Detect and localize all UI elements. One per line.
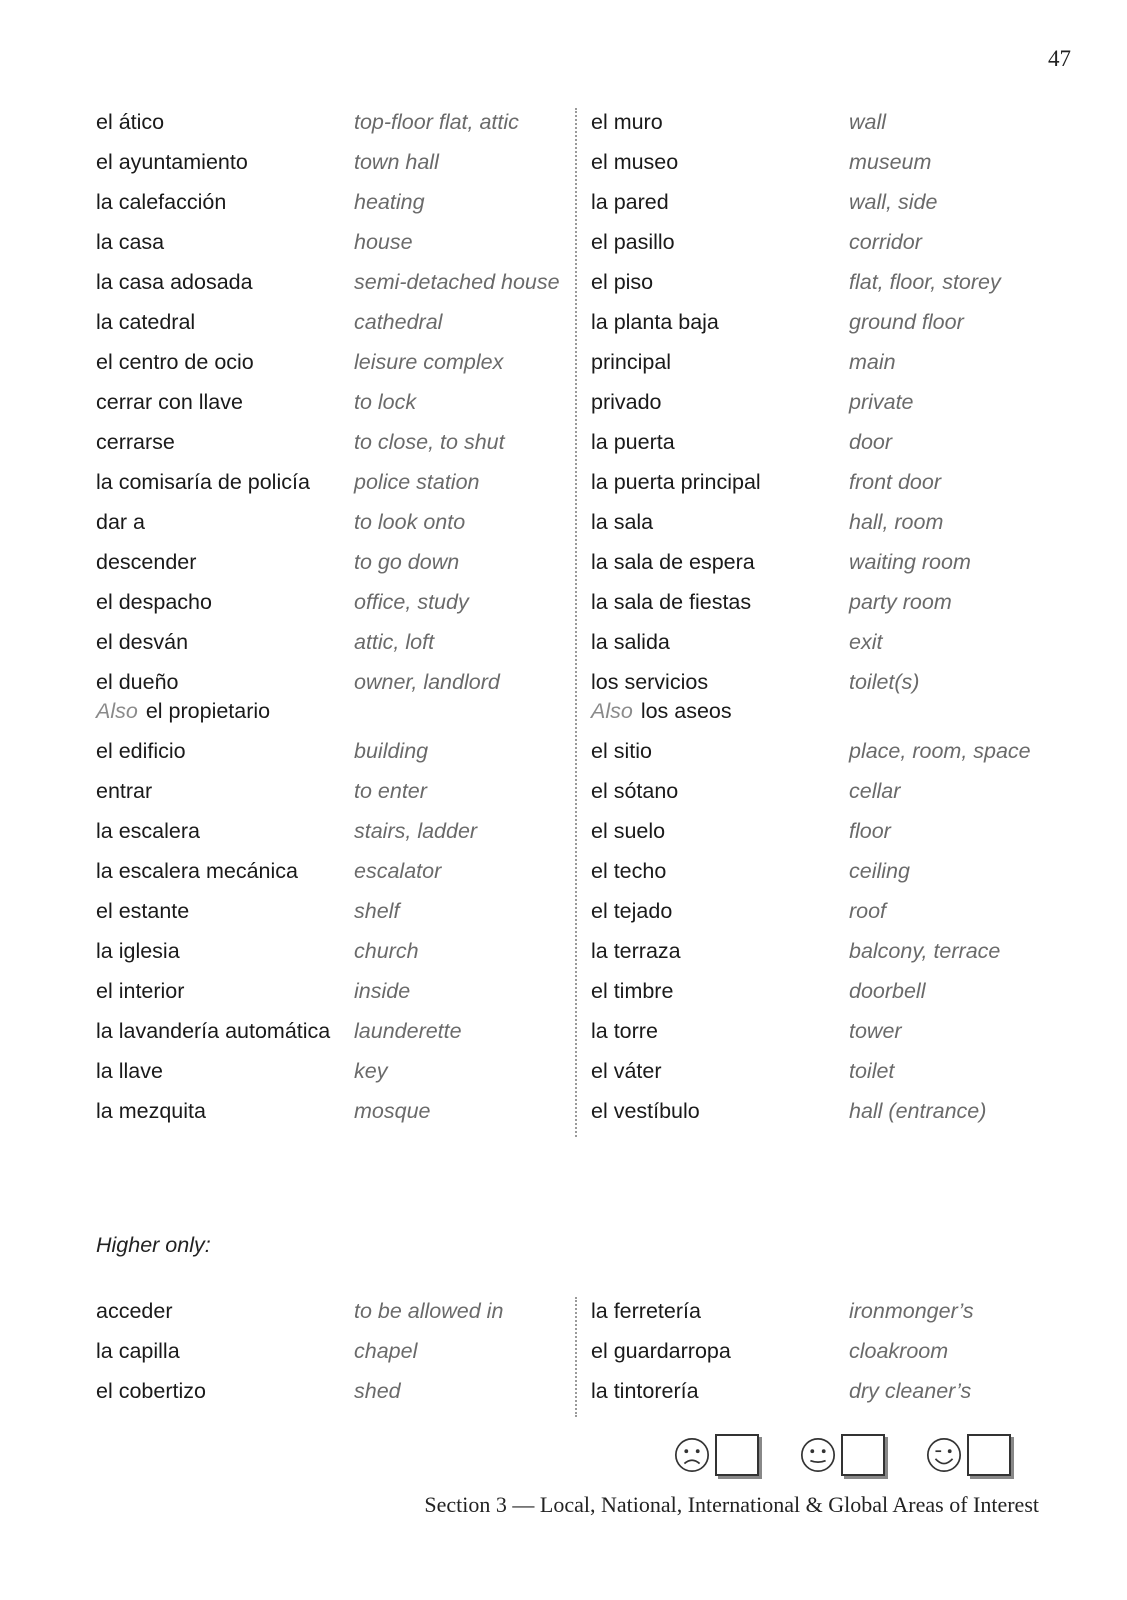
- spanish-term: [96, 977, 354, 1006]
- english-translation: shelf: [354, 899, 400, 923]
- spanish-term-text: la tintorería: [590, 1379, 699, 1403]
- spanish-term: [591, 1017, 849, 1046]
- spanish-term: [96, 508, 354, 537]
- alternative-term-text: los aseos: [640, 699, 732, 723]
- self-rating: [673, 1434, 1011, 1476]
- vocab-entry: [591, 1337, 1056, 1366]
- spanish-term: [591, 468, 849, 497]
- spanish-term: [96, 548, 354, 577]
- spanish-term: [591, 817, 849, 846]
- spanish-term: [591, 977, 849, 1006]
- vocab-entry: [96, 1097, 575, 1126]
- vocab-entry: [96, 508, 575, 537]
- spanish-term-text: los servicios: [590, 670, 709, 694]
- spanish-term: [96, 388, 354, 417]
- vocab-entry: [96, 737, 575, 766]
- spanish-term-text: cerrarse: [96, 430, 175, 454]
- spanish-term-text: la salida: [590, 630, 670, 654]
- english-translation: shed: [354, 1379, 401, 1403]
- spanish-term-text: el estante: [96, 899, 190, 923]
- english-translation: wall, side: [848, 190, 938, 214]
- spanish-term: [591, 1337, 849, 1366]
- vocab-entry: [96, 977, 575, 1006]
- english-translation: hall (entrance): [848, 1099, 987, 1123]
- spanish-term-text: la comisaría de policía: [96, 470, 310, 494]
- spanish-term-text: el sótano: [590, 779, 679, 803]
- spanish-term-text: la planta baja: [590, 310, 719, 334]
- spanish-term-text: el centro de ocio: [96, 350, 254, 374]
- spanish-term: [591, 1377, 849, 1406]
- english-translation: place, room, space: [848, 739, 1031, 763]
- spanish-term: [591, 228, 849, 257]
- vocab-entry: [96, 817, 575, 846]
- english-translation: balcony, terrace: [848, 939, 1001, 963]
- spanish-term-text: la ferretería: [590, 1299, 701, 1323]
- english-translation: town hall: [354, 150, 439, 174]
- vocab-entry: [96, 1057, 575, 1086]
- spanish-term: [96, 668, 354, 726]
- vocab-entry: [591, 508, 1056, 537]
- spanish-term-text: el ático: [96, 110, 165, 134]
- english-translation: house: [354, 230, 413, 254]
- also-label: Also: [96, 699, 138, 723]
- spanish-term: [96, 1097, 354, 1126]
- higher-only-label: Higher only:: [96, 1233, 211, 1257]
- vocab-entry: [591, 1017, 1056, 1046]
- english-translation: door: [848, 430, 893, 454]
- vocab-entry: [591, 777, 1056, 806]
- higher-column-left: [96, 1297, 577, 1417]
- vocab-entry: [96, 588, 575, 617]
- spanish-term-text: la iglesia: [96, 939, 180, 963]
- vocab-entry: [96, 468, 575, 497]
- spanish-term: [591, 668, 849, 726]
- vocab-entry: [591, 188, 1056, 217]
- spanish-term-text: principal: [590, 350, 672, 374]
- alternative-term-text: el propietario: [145, 699, 271, 723]
- vocab-entry: [96, 628, 575, 657]
- spanish-term: [591, 737, 849, 766]
- english-translation: hall, room: [848, 510, 944, 534]
- spanish-term: [591, 1057, 849, 1086]
- spanish-term-text: la casa: [96, 230, 165, 254]
- vocab-entry: [591, 308, 1056, 337]
- spanish-term-text: la lavandería automática: [96, 1019, 331, 1043]
- english-translation: to enter: [354, 779, 427, 803]
- vocab-entry: [96, 148, 575, 177]
- vocab-entry: [591, 548, 1056, 577]
- english-translation: to be allowed in: [354, 1299, 504, 1323]
- english-translation: attic, loft: [354, 630, 435, 654]
- vocab-entry: [96, 188, 575, 217]
- vocab-entry: [591, 937, 1056, 966]
- spanish-term: [591, 628, 849, 657]
- spanish-term-text: cerrar con llave: [96, 390, 243, 414]
- vocab-entry: [591, 668, 1056, 726]
- spanish-term-text: privado: [590, 390, 662, 414]
- vocab-entry: [96, 1017, 575, 1046]
- english-translation: private: [848, 390, 914, 414]
- english-translation: main: [848, 350, 896, 374]
- vocab-entry: [591, 857, 1056, 886]
- spanish-term: [591, 508, 849, 537]
- rating-box-sad[interactable]: [715, 1434, 759, 1476]
- vocab-higher: [96, 1297, 1056, 1417]
- english-translation: mosque: [354, 1099, 431, 1123]
- english-translation: cloakroom: [848, 1339, 949, 1363]
- also-label: Also: [590, 699, 633, 723]
- spanish-term-text: la sala de espera: [590, 550, 755, 574]
- english-translation: church: [354, 939, 419, 963]
- spanish-term-text: la llave: [96, 1059, 163, 1083]
- spanish-term: [591, 1297, 849, 1326]
- vocab-entry: [96, 777, 575, 806]
- spanish-term-text: dar a: [96, 510, 146, 534]
- spanish-term: [591, 348, 849, 377]
- spanish-term: [96, 1057, 354, 1086]
- spanish-term: [591, 897, 849, 926]
- vocab-entry: [591, 628, 1056, 657]
- vocab-entry: [96, 348, 575, 377]
- vocab-column-left: [96, 108, 577, 1137]
- spanish-term: [591, 108, 849, 137]
- neutral-face-icon: [799, 1436, 837, 1474]
- vocab-entry: [591, 108, 1056, 137]
- spanish-term: [96, 817, 354, 846]
- vocab-entry: [591, 588, 1056, 617]
- spanish-term-text: la escalera: [96, 819, 200, 843]
- english-translation: waiting room: [848, 550, 971, 574]
- spanish-term-text: el museo: [590, 150, 679, 174]
- english-translation: stairs, ladder: [354, 819, 478, 843]
- vocab-entry: [591, 1297, 1056, 1326]
- vocab-entry: [96, 857, 575, 886]
- spanish-term-text: el vestíbulo: [590, 1099, 700, 1123]
- english-translation: ceiling: [848, 859, 910, 883]
- spanish-term-text: el tejado: [590, 899, 673, 923]
- spanish-term-text: la casa adosada: [96, 270, 253, 294]
- spanish-term-text: la sala: [590, 510, 654, 534]
- english-translation: to lock: [354, 390, 417, 414]
- vocab-entry: [96, 937, 575, 966]
- sad-face-icon: [673, 1436, 711, 1474]
- vocab-entry: [591, 268, 1056, 297]
- spanish-term: [96, 1297, 354, 1326]
- rating-sad: [673, 1434, 759, 1476]
- vocab-column-right: [577, 108, 1056, 1137]
- vocab-entry: [96, 268, 575, 297]
- english-translation: roof: [848, 899, 887, 923]
- spanish-term: [96, 737, 354, 766]
- vocab-entry: [96, 308, 575, 337]
- vocab-entry: [96, 668, 575, 726]
- spanish-term-text: la puerta: [590, 430, 675, 454]
- winking-face-icon: [925, 1436, 963, 1474]
- spanish-term: [591, 588, 849, 617]
- spanish-term: [96, 148, 354, 177]
- alternative-term: [96, 697, 354, 726]
- spanish-term-text: la puerta principal: [590, 470, 761, 494]
- spanish-term-text: el suelo: [590, 819, 666, 843]
- english-translation: to close, to shut: [354, 430, 505, 454]
- vocab-entry: [96, 548, 575, 577]
- english-translation: flat, floor, storey: [848, 270, 1001, 294]
- english-translation: escalator: [354, 859, 442, 883]
- spanish-term: [96, 188, 354, 217]
- vocab-entry: [96, 897, 575, 926]
- spanish-term: [96, 468, 354, 497]
- vocab-entry: [96, 1377, 575, 1406]
- english-translation: semi-detached house: [354, 270, 560, 294]
- english-translation: toilet(s): [848, 670, 920, 694]
- english-translation: wall: [848, 110, 887, 134]
- rating-neutral: [799, 1434, 885, 1476]
- spanish-term-text: la pared: [590, 190, 669, 214]
- vocab-entry: [591, 428, 1056, 457]
- vocab-entry: [591, 1377, 1056, 1406]
- rating-box-neutral[interactable]: [841, 1434, 885, 1476]
- spanish-term: [96, 628, 354, 657]
- spanish-term-text: el ayuntamiento: [96, 150, 248, 174]
- english-translation: leisure complex: [354, 350, 504, 374]
- vocab-entry: [591, 468, 1056, 497]
- spanish-term-text: el techo: [590, 859, 667, 883]
- english-translation: ground floor: [848, 310, 964, 334]
- english-translation: toilet: [848, 1059, 895, 1083]
- spanish-term: [591, 1097, 849, 1126]
- spanish-term: [96, 268, 354, 297]
- spanish-term-text: la mezquita: [96, 1099, 206, 1123]
- spanish-term: [96, 937, 354, 966]
- spanish-term-text: la terraza: [590, 939, 681, 963]
- english-translation: inside: [354, 979, 411, 1003]
- spanish-term-text: la torre: [590, 1019, 658, 1043]
- spanish-term: [96, 228, 354, 257]
- spanish-term-text: descender: [96, 550, 197, 574]
- vocab-entry: [591, 228, 1056, 257]
- vocab-entry: [591, 897, 1056, 926]
- spanish-term: [96, 777, 354, 806]
- spanish-term-text: el desván: [96, 630, 189, 654]
- vocab-entry: [96, 1297, 575, 1326]
- vocab-entry: [591, 977, 1056, 1006]
- spanish-term-text: el cobertizo: [96, 1379, 206, 1403]
- english-translation: exit: [848, 630, 883, 654]
- spanish-term: [96, 1017, 354, 1046]
- vocab-entry: [96, 108, 575, 137]
- english-translation: heating: [354, 190, 425, 214]
- vocab-entry: [591, 148, 1056, 177]
- vocab-entry: [96, 228, 575, 257]
- spanish-term: [591, 548, 849, 577]
- spanish-term-text: el piso: [590, 270, 654, 294]
- spanish-term: [591, 937, 849, 966]
- english-translation: to look onto: [354, 510, 466, 534]
- english-translation: chapel: [354, 1339, 418, 1363]
- english-translation: museum: [848, 150, 932, 174]
- vocab-entry: [591, 737, 1056, 766]
- vocab-entry: [591, 388, 1056, 417]
- spanish-term-text: el interior: [96, 979, 185, 1003]
- spanish-term: [591, 388, 849, 417]
- vocab-entry: [591, 1097, 1056, 1126]
- english-translation: police station: [354, 470, 480, 494]
- alternative-term: [591, 697, 849, 726]
- english-translation: doorbell: [848, 979, 926, 1003]
- spanish-term-text: el edificio: [96, 739, 186, 763]
- vocab-entry: [96, 428, 575, 457]
- spanish-term-text: el timbre: [590, 979, 674, 1003]
- english-translation: office, study: [354, 590, 469, 614]
- spanish-term: [96, 1337, 354, 1366]
- vocab-entry: [591, 348, 1056, 377]
- spanish-term-text: el guardarropa: [590, 1339, 731, 1363]
- spanish-term-text: acceder: [96, 1299, 173, 1323]
- spanish-term: [591, 428, 849, 457]
- spanish-term: [591, 857, 849, 886]
- english-translation: floor: [848, 819, 891, 843]
- english-translation: front door: [848, 470, 942, 494]
- spanish-term-text: la sala de fiestas: [590, 590, 752, 614]
- vocab-entry: [96, 388, 575, 417]
- spanish-term-text: el dueño: [96, 670, 179, 694]
- vocab-entry: [591, 1057, 1056, 1086]
- spanish-term: [96, 897, 354, 926]
- english-translation: top-floor flat, attic: [354, 110, 519, 134]
- higher-column-right: [577, 1297, 1056, 1417]
- vocab-entry: [96, 1337, 575, 1366]
- vocab-entry: [591, 817, 1056, 846]
- spanish-term: [96, 108, 354, 137]
- spanish-term: [591, 308, 849, 337]
- spanish-term: [96, 588, 354, 617]
- spanish-term-text: el despacho: [96, 590, 212, 614]
- spanish-term-text: el pasillo: [590, 230, 675, 254]
- english-translation: launderette: [354, 1019, 462, 1043]
- spanish-term-text: el muro: [590, 110, 663, 134]
- spanish-term-text: la capilla: [96, 1339, 180, 1363]
- english-translation: to go down: [354, 550, 460, 574]
- english-translation: owner, landlord: [354, 670, 500, 694]
- vocab-main: [96, 108, 1056, 1137]
- spanish-term: [96, 348, 354, 377]
- page-number: 47: [1048, 46, 1071, 71]
- english-translation: tower: [848, 1019, 902, 1043]
- spanish-term: [591, 188, 849, 217]
- spanish-term-text: el sitio: [590, 739, 652, 763]
- english-translation: cathedral: [354, 310, 443, 334]
- rating-happy: [925, 1434, 1011, 1476]
- section-footer: Section 3 — Local, National, International & Global Areas of Interest: [424, 1492, 1039, 1517]
- spanish-term: [591, 777, 849, 806]
- spanish-term: [96, 1377, 354, 1406]
- english-translation: corridor: [848, 230, 922, 254]
- english-translation: dry cleaner’s: [848, 1379, 972, 1403]
- spanish-term-text: la calefacción: [96, 190, 227, 214]
- spanish-term-text: entrar: [96, 779, 153, 803]
- spanish-term: [96, 428, 354, 457]
- spanish-term-text: la escalera mecánica: [96, 859, 298, 883]
- english-translation: cellar: [848, 779, 901, 803]
- spanish-term: [96, 308, 354, 337]
- spanish-term: [591, 148, 849, 177]
- english-translation: building: [354, 739, 429, 763]
- english-translation: key: [354, 1059, 388, 1083]
- spanish-term: [96, 857, 354, 886]
- rating-box-happy[interactable]: [967, 1434, 1011, 1476]
- english-translation: ironmonger’s: [848, 1299, 974, 1323]
- english-translation: party room: [848, 590, 952, 614]
- spanish-term: [591, 268, 849, 297]
- spanish-term-text: el váter: [590, 1059, 662, 1083]
- spanish-term-text: la catedral: [96, 310, 196, 334]
